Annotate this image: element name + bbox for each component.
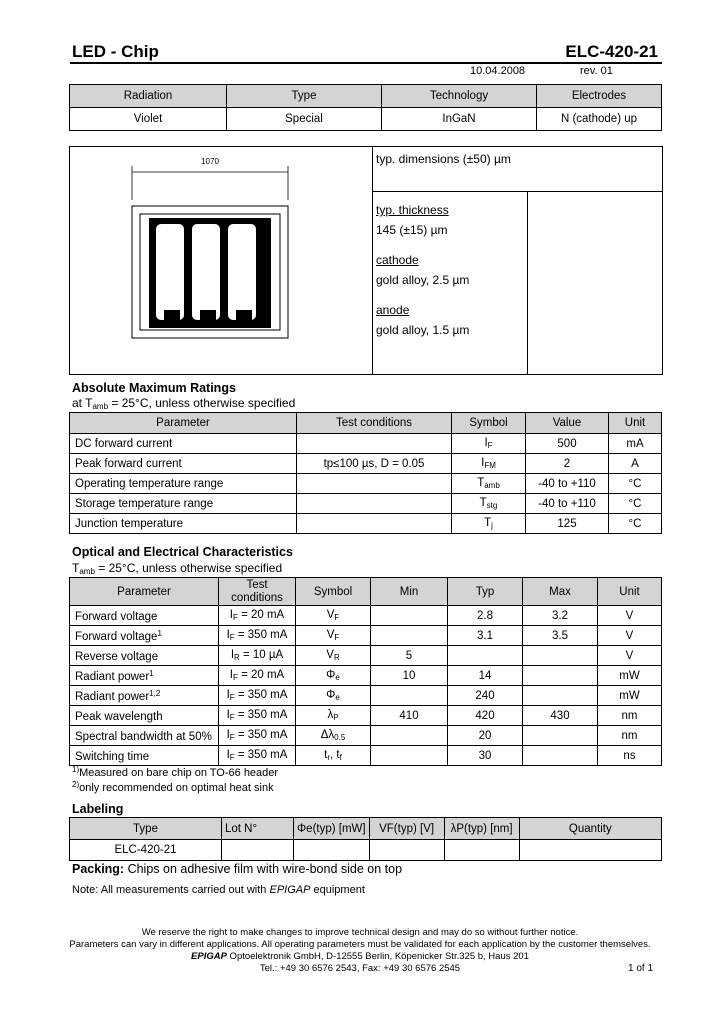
amr-subtitle-sub: amb — [92, 402, 109, 411]
amr-subtitle — [72, 396, 295, 411]
table-row — [70, 434, 662, 454]
label-type: ELC-420-21 — [70, 840, 222, 861]
oec-param: Radiant power$^{1,2}$ — [70, 686, 219, 706]
oec-header-parameter: Parameter — [70, 578, 219, 606]
doc-revision: rev. 01 — [580, 65, 613, 77]
oec-min — [371, 726, 448, 746]
oec-header-unit: Unit — [598, 578, 662, 606]
amr-unit: °C — [609, 494, 662, 514]
summary-table — [69, 84, 662, 131]
table-row — [70, 606, 662, 626]
amr-header-value: Value — [526, 413, 609, 434]
oec-cond: $I_F = 350$ mA — [219, 746, 296, 766]
footer-text — [0, 927, 720, 975]
labeling-title: Labeling — [72, 802, 124, 816]
table-row — [70, 494, 662, 514]
oec-typ: 20 — [448, 726, 523, 746]
amr-param: Storage temperature range — [70, 494, 297, 514]
table-row — [70, 706, 662, 726]
measurement-note: Note: All measurements carried out with EPIGAP equipment — [72, 884, 365, 896]
amr-value: -40 to +110 — [526, 474, 609, 494]
footer-line-4: Tel.: +49 30 6576 2543, Fax: +49 30 6576 2545 — [259, 963, 461, 974]
label-header-type: Type — [70, 818, 222, 840]
amr-value: 500 — [526, 434, 609, 454]
oec-symbol: $t_r$, $t_f$ — [296, 746, 371, 766]
footnote-2: $^{2)}$only recommended on optimal heat sink — [72, 780, 274, 794]
label-header-wavelength: λP(typ) [nm] — [444, 818, 519, 840]
doc-title-right: ELC-420-21 — [565, 42, 658, 61]
amr-unit: °C — [609, 514, 662, 534]
amr-subtitle-prefix: at T — [72, 396, 93, 410]
oec-symbol: $\Phi_e$ — [296, 666, 371, 686]
amr-cond: tp≤100 µs, D = 0.05 — [297, 454, 452, 474]
amr-param: Operating temperature range — [70, 474, 297, 494]
label-header-lot: Lot N° — [222, 818, 294, 840]
packing-text: Chips on adhesive film with wire-bond side on top — [124, 862, 403, 876]
amr-header-unit: Unit — [609, 413, 662, 434]
table-row — [70, 686, 662, 706]
summary-radiation: Violet — [70, 108, 227, 131]
amr-table — [69, 412, 662, 534]
amr-header-conditions: Test conditions — [297, 413, 452, 434]
oec-symbol: $\lambda_P$ — [296, 706, 371, 726]
oec-unit: mW — [598, 666, 662, 686]
amr-unit: °C — [609, 474, 662, 494]
oec-min — [371, 746, 448, 766]
spec-anode-label: anode — [376, 303, 410, 317]
amr-cond — [297, 514, 452, 534]
table-row — [70, 746, 662, 766]
oec-typ: 3.1 — [448, 626, 523, 646]
amr-param: Junction temperature — [70, 514, 297, 534]
summary-header-radiation: Radiation — [70, 85, 227, 108]
summary-header-technology: Technology — [382, 85, 537, 108]
oec-max: 430 — [523, 706, 598, 726]
amr-value: 2 — [526, 454, 609, 474]
amr-unit: A — [609, 454, 662, 474]
amr-unit: mA — [609, 434, 662, 454]
chip-diagram — [120, 150, 300, 350]
oec-typ: 240 — [448, 686, 523, 706]
oec-max: 3.2 — [523, 606, 598, 626]
amr-symbol: $T_{stg}$ — [452, 494, 526, 514]
oec-symbol: $\Phi_e$ — [296, 686, 371, 706]
label-lot[interactable] — [222, 840, 294, 861]
label-header-power: Φe(typ) [mW] — [294, 818, 370, 840]
oec-header-max: Max — [523, 578, 598, 606]
oec-max — [523, 726, 598, 746]
oec-table — [69, 577, 662, 766]
spec-cathode-value: gold alloy, 2.5 µm — [376, 273, 470, 287]
oec-unit: nm — [598, 706, 662, 726]
oec-param: Spectral bandwidth at 50% — [70, 726, 219, 746]
packing — [72, 862, 402, 876]
spec-divider-vertical-2 — [527, 191, 528, 374]
amr-value: -40 to +110 — [526, 494, 609, 514]
oec-header-conditions: Test conditions — [219, 578, 296, 606]
label-power[interactable] — [294, 840, 370, 861]
label-voltage[interactable] — [369, 840, 444, 861]
table-row — [70, 666, 662, 686]
oec-min — [371, 686, 448, 706]
oec-unit: ns — [598, 746, 662, 766]
summary-header-type: Type — [227, 85, 382, 108]
amr-symbol: $I_F$ — [452, 434, 526, 454]
oec-unit: V — [598, 646, 662, 666]
oec-cond: $I_F = 350$ mA — [219, 686, 296, 706]
amr-symbol: $T_{amb}$ — [452, 474, 526, 494]
amr-title: Absolute Maximum Ratings — [72, 381, 236, 395]
oec-typ: 14 — [448, 666, 523, 686]
oec-max — [523, 646, 598, 666]
packing-label: Packing: — [72, 862, 125, 876]
oec-max — [523, 666, 598, 686]
oec-title: Optical and Electrical Characteristics — [72, 545, 293, 559]
amr-symbol: $I_{FM}$ — [452, 454, 526, 474]
footer-line-3: EPIGAP Optoelektronik GmbH, D-12555 Berlin, Köpenicker Str.325 b, Haus 201 — [191, 951, 529, 962]
table-row — [70, 840, 662, 861]
oec-cond: $I_R = 10$ µA — [219, 646, 296, 666]
table-row — [70, 646, 662, 666]
oec-min: 5 — [371, 646, 448, 666]
oec-cond: $I_F = 350$ mA — [219, 726, 296, 746]
amr-symbol: $T_j$ — [452, 514, 526, 534]
oec-param: Forward voltage — [70, 606, 219, 626]
oec-param: Reverse voltage — [70, 646, 219, 666]
label-header-voltage: VF(typ) [V] — [369, 818, 444, 840]
oec-subtitle-prefix: T — [72, 561, 80, 575]
table-row — [70, 454, 662, 474]
oec-subtitle-rest: = 25°C, unless otherwise specified — [94, 561, 283, 575]
oec-symbol: $\Delta\lambda_{0.5}$ — [296, 726, 371, 746]
footnote-1: $^{1)}$Measured on bare chip on TO-66 header — [72, 765, 279, 779]
doc-title-left: LED - Chip — [72, 42, 159, 61]
amr-cond — [297, 434, 452, 454]
oec-unit: nm — [598, 726, 662, 746]
page-number: 1 of 1 — [628, 963, 654, 974]
amr-cond — [297, 494, 452, 514]
oec-param: Forward voltage$^1$ — [70, 626, 219, 646]
table-row — [70, 514, 662, 534]
chip-dimension-label: 1070 — [201, 157, 219, 166]
oec-typ — [448, 646, 523, 666]
spec-thickness-label: typ. thickness — [376, 203, 449, 217]
oec-symbol: $V_F$ — [296, 626, 371, 646]
oec-symbol: $V_R$ — [296, 646, 371, 666]
summary-electrodes: N (cathode) up — [537, 108, 662, 131]
amr-cond — [297, 474, 452, 494]
label-header-quantity: Quantity — [519, 818, 661, 840]
summary-type: Special — [227, 108, 382, 131]
amr-param: DC forward current — [70, 434, 297, 454]
table-row — [70, 474, 662, 494]
spec-dimensions: typ. dimensions (±50) µm — [376, 152, 511, 166]
footer-line-2: Parameters can vary in different applications. All operating parameters must be validated for each application by the customer themselves. — [69, 939, 651, 950]
oec-min: 10 — [371, 666, 448, 686]
oec-symbol: $V_F$ — [296, 606, 371, 626]
spec-cathode-label: cathode — [376, 253, 419, 267]
oec-typ: 30 — [448, 746, 523, 766]
oec-unit: V — [598, 626, 662, 646]
oec-cond: $I_F = 350$ mA — [219, 706, 296, 726]
header-rule — [70, 62, 662, 64]
oec-min — [371, 626, 448, 646]
amr-subtitle-rest: = 25°C, unless otherwise specified — [108, 396, 296, 410]
footer-line-1: We reserve the right to make changes to improve technical design and may do so without further notice. — [141, 927, 579, 938]
summary-header-electrodes: Electrodes — [537, 85, 662, 108]
oec-header-typ: Typ — [448, 578, 523, 606]
oec-cond: $I_F = 20$ mA — [219, 666, 296, 686]
oec-header-min: Min — [371, 578, 448, 606]
amr-header-symbol: Symbol — [452, 413, 526, 434]
amr-param: Peak forward current — [70, 454, 297, 474]
oec-typ: 2.8 — [448, 606, 523, 626]
oec-param: Peak wavelength — [70, 706, 219, 726]
label-wavelength[interactable] — [444, 840, 519, 861]
oec-max: 3.5 — [523, 626, 598, 646]
spec-anode-value: gold alloy, 1.5 µm — [376, 323, 470, 337]
oec-subtitle — [72, 561, 282, 576]
labeling-table — [69, 817, 662, 861]
oec-param: Switching time — [70, 746, 219, 766]
table-row — [70, 726, 662, 746]
table-row — [70, 626, 662, 646]
oec-min: 410 — [371, 706, 448, 726]
oec-min — [371, 606, 448, 626]
amr-header-parameter: Parameter — [70, 413, 297, 434]
doc-date: 10.04.2008 — [470, 65, 526, 77]
oec-max — [523, 746, 598, 766]
spec-thickness-value: 145 (±15) µm — [376, 223, 448, 237]
amr-value: 125 — [526, 514, 609, 534]
oec-param: Radiant power$^1$ — [70, 666, 219, 686]
oec-cond: $I_F = 20$ mA — [219, 606, 296, 626]
oec-max — [523, 686, 598, 706]
label-quantity[interactable] — [519, 840, 661, 861]
oec-header-symbol: Symbol — [296, 578, 371, 606]
spec-divider-horizontal — [372, 191, 662, 192]
oec-unit: V — [598, 606, 662, 626]
oec-typ: 420 — [448, 706, 523, 726]
spec-divider-vertical — [372, 146, 373, 374]
oec-unit: mW — [598, 686, 662, 706]
summary-technology: InGaN — [382, 108, 537, 131]
oec-subtitle-sub: amb — [79, 567, 95, 576]
oec-cond: $I_F = 350$ mA — [219, 626, 296, 646]
